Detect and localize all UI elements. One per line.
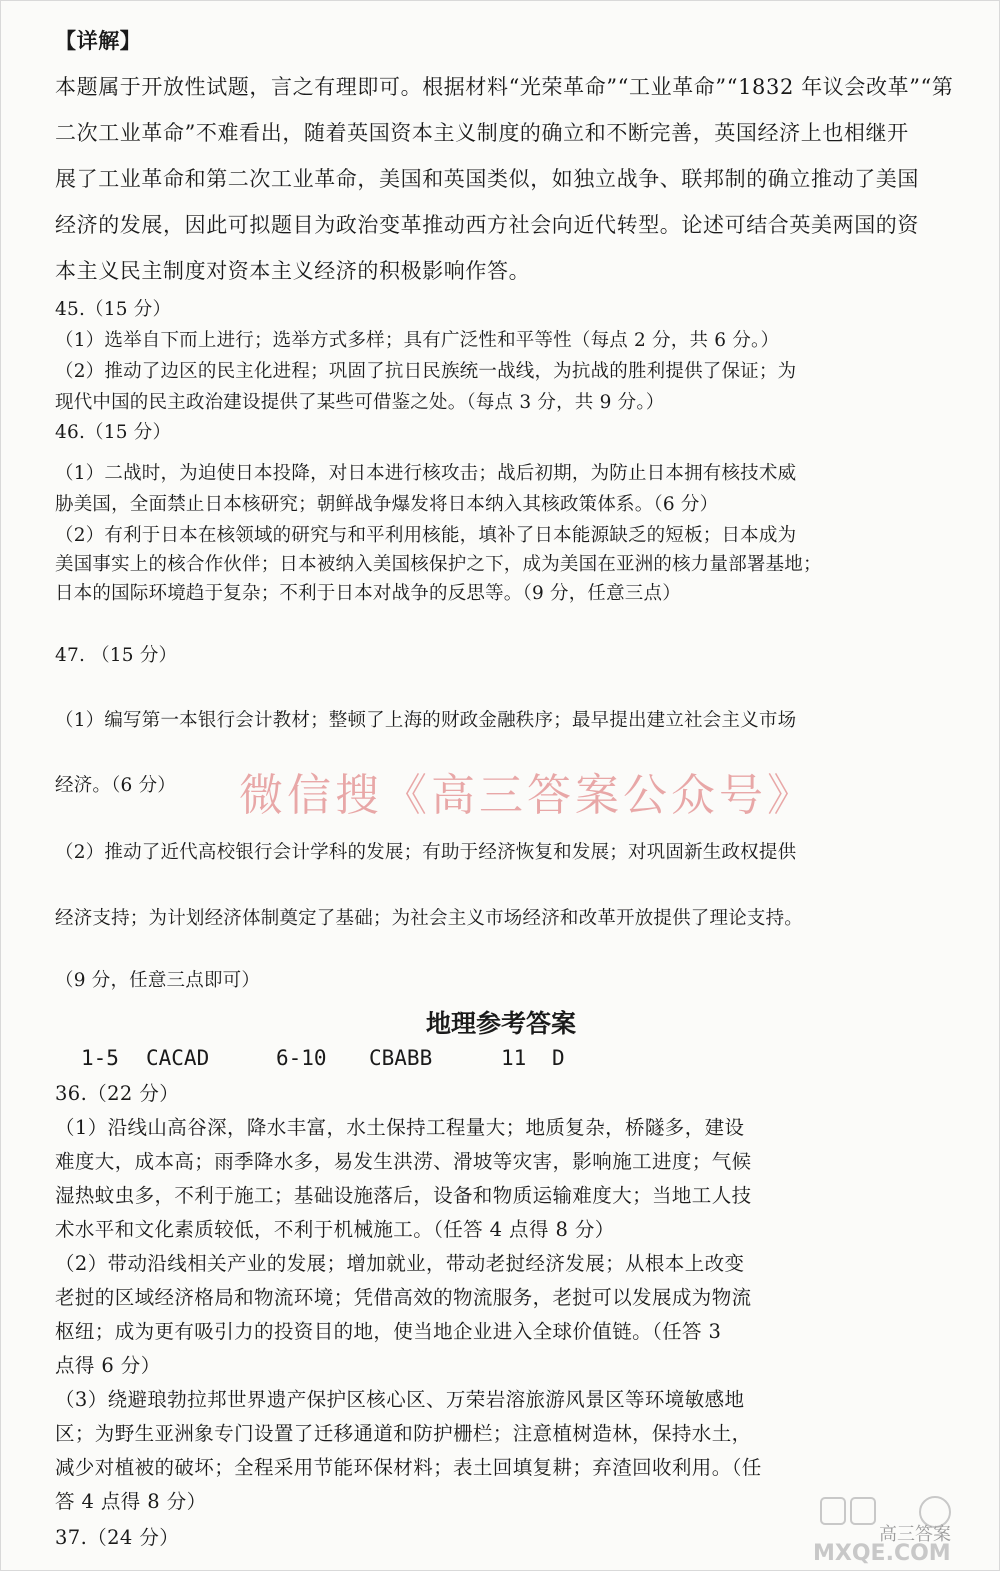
answer-key-letters: CACAD — [146, 1046, 210, 1070]
question-47-line: 经济。（6 分） — [55, 775, 177, 796]
question-36-line: 区；为野生亚洲象专门设置了迁移通道和防护栅栏；注意植树造林，保持水土， — [55, 1422, 752, 1445]
question-47-line: （2）推动了近代高校银行会计学科的发展；有助于经济恢复和发展；对巩固新生政权提供 — [55, 842, 797, 863]
question-36-line: （2）带动沿线相关产业的发展；增加就业，带动老挝经济发展；从根本上改变 — [55, 1252, 745, 1275]
question-46-line: （2）有利于日本在核领域的研究与和平利用核能，填补了日本能源缺乏的短板；日本成为 — [55, 525, 797, 546]
logo-text: 高三答案 — [879, 1524, 951, 1545]
explanation-line: 展了工业革命和第二次工业革命，美国和英国类似，如独立战争、联邦制的确立推动了美国 — [55, 167, 919, 191]
question-45-line: （2）推动了边区的民主化进程；巩固了抗日民族统一战线，为抗战的胜利提供了保证；为 — [55, 361, 797, 382]
answer-key-range: 11 — [501, 1046, 527, 1070]
question-46-label: 46.（15 分） — [55, 422, 172, 443]
question-36-line: 难度大，成本高；雨季降水多，易发生洪涝、滑坡等灾害，影响施工进度；气候 — [55, 1150, 752, 1173]
question-46-line: 日本的国际环境趋于复杂；不利于日本对战争的反思等。（9 分，任意三点） — [55, 583, 681, 604]
question-36-label: 36.（22 分） — [55, 1082, 180, 1105]
question-45-line: 现代中国的民主政治建设提供了某些可借鉴之处。（每点 3 分，共 9 分。） — [55, 392, 665, 413]
site-logo — [787, 1496, 987, 1564]
question-36-line: （3）绕避琅勃拉邦世界遗产保护区核心区、万荣岩溶旅游风景区等环境敏感地 — [55, 1388, 745, 1411]
answer-key-letters: CBABB — [369, 1046, 433, 1070]
watermark-text: 微信搜《高三答案公众号》 — [239, 770, 815, 821]
answer-key-range: 1-5 — [81, 1046, 119, 1070]
question-36-line: （1）沿线山高谷深，降水丰富，水土保持工程量大；地质复杂，桥隧多，建设 — [55, 1116, 745, 1139]
question-36-line: 老挝的区域经济格局和物流环境；凭借高效的物流服务，老挝可以发展成为物流 — [55, 1286, 752, 1309]
question-46-line: 美国事实上的核合作伙伴；日本被纳入美国核保护之下，成为美国在亚洲的核力量部署基地； — [55, 554, 822, 575]
question-36-line: 湿热蚊虫多，不利于施工；基础设施落后，设备和物质运输难度大；当地工人技 — [55, 1184, 752, 1207]
question-47-line: 经济支持；为计划经济体制奠定了基础；为社会主义市场经济和改革开放提供了理论支持。 — [55, 908, 804, 929]
question-36-line: 枢纽；成为更有吸引力的投资目的地，使当地企业进入全球价值链。（任答 3 — [55, 1320, 722, 1343]
logo-url: MXQE.COM — [813, 1541, 951, 1564]
question-36-line: 点得 6 分） — [55, 1354, 161, 1377]
geography-answers-title: 地理参考答案 — [425, 1009, 576, 1038]
question-46-line: 胁美国，全面禁止日本核研究；朝鲜战争爆发将日本纳入其核政策体系。（6 分） — [55, 494, 719, 515]
question-37-label: 37.（24 分） — [55, 1526, 180, 1549]
explanation-line: 本题属于开放性试题，言之有理即可。根据材料“光荣革命”“工业革命”“1832 年议会改革”“第 — [55, 75, 954, 99]
question-47-label: 47. （15 分） — [55, 645, 178, 666]
explanation-line: 本主义民主制度对资本主义经济的积极影响作答。 — [55, 259, 531, 283]
question-36-line: 减少对植被的破坏；全程采用节能环保材料；表土回填复耕；弃渣回收利用。（任 — [55, 1456, 762, 1479]
question-36-line: 术水平和文化素质较低，不利于机械施工。（任答 4 点得 8 分） — [55, 1218, 615, 1241]
question-47-line: （1）编写第一本银行会计教材；整顿了上海的财政金融秩序；最早提出建立社会主义市场 — [55, 710, 797, 731]
question-45-label: 45.（15 分） — [55, 299, 172, 320]
answer-key-letters: D — [552, 1046, 565, 1070]
question-46-line: （1）二战时，为迫使日本投降，对日本进行核攻击；战后初期，为防止日本拥有核技术威 — [55, 463, 797, 484]
question-36-line: 答 4 点得 8 分） — [55, 1490, 207, 1513]
question-45-line: （1）选举自下而上进行；选举方式多样；具有广泛性和平等性（每点 2 分，共 6 分。） — [55, 330, 780, 351]
answer-key-range: 6-10 — [276, 1046, 327, 1070]
explanation-line: 经济的发展，因此可拟题目为政治变革推动西方社会向近代转型。论述可结合英美两国的资 — [55, 213, 919, 237]
explanation-heading: 【详解】 — [55, 28, 142, 53]
question-47-line: （9 分，任意三点即可） — [55, 970, 261, 991]
explanation-line: 二次工业革命”不难看出，随着英国资本主义制度的确立和不断完善，英国经济上也相继开 — [55, 121, 909, 145]
